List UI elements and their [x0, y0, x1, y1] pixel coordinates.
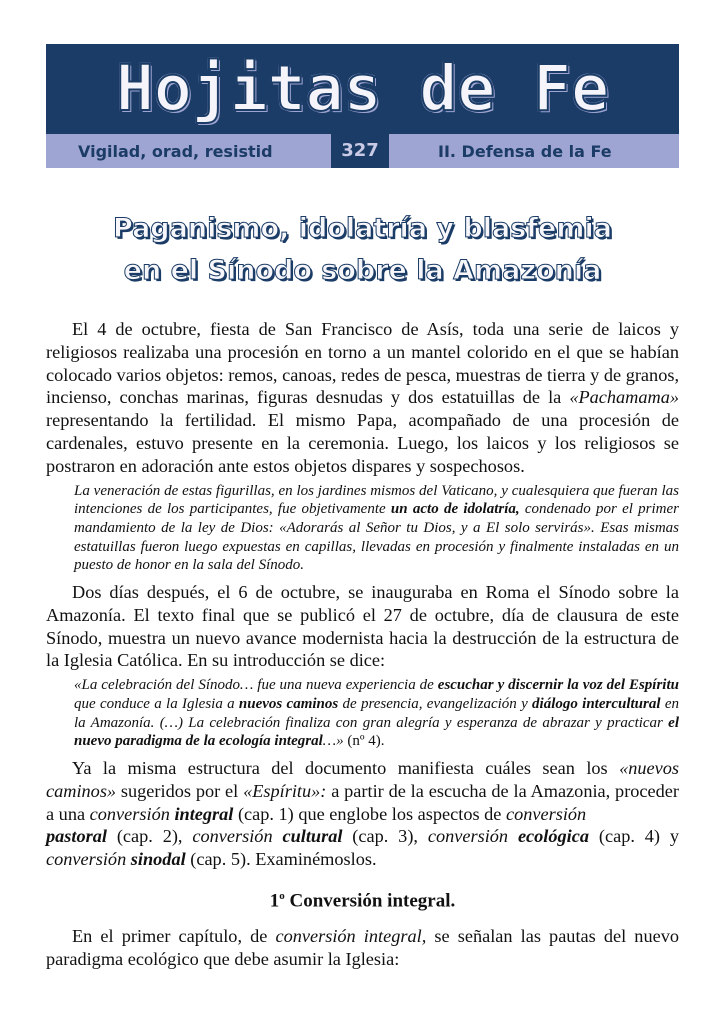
text: (cap. 4) y	[589, 826, 680, 847]
text: En el primer capítulo, de	[72, 926, 276, 947]
section-title: Conversión integral.	[284, 890, 456, 912]
article-body	[46, 318, 679, 975]
paragraph-2: Dos días después, el 6 de octubre, se inauguraba en Roma el Sínodo sobre la Amazonía. El texto final que se publicó el 27 de octubre, día de clausura de este Sínodo, muestra un nuevo avance modernista hacia la destrucción de la estructura de la Iglesia Católica. En su introducción se dice:	[46, 582, 679, 671]
text-italic: conversión	[427, 826, 509, 847]
text-bold: un acto de idolatría,	[390, 501, 520, 518]
text-bold-italic: pastoral	[46, 826, 107, 847]
motto: Vigilad, orad, resistid	[78, 142, 273, 161]
text-bold-italic: ecológica	[517, 826, 590, 847]
paragraph-1	[46, 318, 679, 478]
text-italic: «Pachamama»	[569, 387, 679, 408]
paragraph-4	[46, 925, 679, 971]
text-bold: escuchar y discernir la voz del Espíritu	[437, 677, 679, 694]
text: (cap. 5). Examinémoslos.	[185, 849, 377, 870]
masthead-bar	[46, 134, 679, 168]
text-italic: conversión	[46, 849, 127, 870]
text: Ya la misma estructura del documento manifiesta cuáles sean los	[72, 758, 620, 779]
text: …»	[322, 733, 344, 750]
article-title-line-1: Paganismo, idolatría y blasfemia	[113, 213, 612, 244]
issue-number: 327	[331, 134, 389, 168]
article-title	[46, 208, 679, 292]
text: que conduce a la Iglesia a	[74, 695, 239, 712]
text: La veneración de estas figurillas, en los jardines mismos del Vaticano, y cualesquiera que fueran las intenciones de los participantes, fue objetivamente	[74, 482, 679, 518]
text-bold: diálogo intercultural	[532, 695, 661, 712]
quote-reference: (nº 4).	[343, 733, 385, 750]
section-label: II. Defensa de la Fe	[438, 142, 612, 161]
text-bold-italic: integral	[174, 803, 234, 824]
section-heading-1	[46, 885, 679, 913]
text: (cap. 2),	[106, 826, 193, 847]
text-italic: conversión	[505, 803, 587, 824]
text: de presencia, evangelización y	[338, 695, 533, 712]
text: (cap. 1) que englobe los aspectos de	[233, 803, 506, 824]
text: en la Amazonía. (…) La celebración finaliza con gran alegría y esperanza de abrazar y practicar	[74, 695, 679, 731]
text-italic: «Espíritu»:	[243, 780, 327, 801]
section-number: 1	[269, 890, 280, 912]
text-bold: el nuevo paradigma de la ecología integral	[74, 714, 679, 750]
text-italic: conversión integral,	[275, 926, 427, 947]
text: condenado por el primer mandamiento de la ley de Dios: «Adorarás al Señor tu Dios, y a El solo servirás». Esas mismas estatuillas fueron luego expuestas en capillas, llevadas en procesión y finalmente instaladas en un puesto de honor en la sala del Sínodo.	[74, 501, 679, 574]
publication-title: Hojitas de Fe	[115, 52, 610, 125]
quote-1	[74, 482, 679, 576]
masthead	[46, 44, 679, 168]
text: representando la fertilidad. El mismo Papa, acompañado de una procesión de cardenales, estuvo presente en la ceremonia. Luego, los laicos y los religiosos se postraron en adoración ante estos objetos dispares y sospechosos.	[46, 410, 679, 476]
text: «La celebración del Sínodo… fue una nueva experiencia de	[74, 677, 438, 694]
quote-2	[74, 676, 679, 751]
paragraph-3	[46, 757, 679, 871]
text-bold-italic: sinodal	[130, 849, 186, 870]
text-italic: conversión	[192, 826, 273, 847]
article-title-line-2: en el Sínodo sobre la Amazonía	[123, 255, 602, 286]
section-ordinal: o	[279, 890, 285, 903]
text-bold: nuevos caminos	[238, 695, 339, 712]
text-italic: conversión	[89, 803, 170, 824]
text: se señalan las pautas del nuevo paradigma ecológico que debe asumir la Iglesia:	[46, 926, 679, 969]
text: sugeridos por el	[116, 780, 244, 801]
text-bold-italic: cultural	[282, 826, 343, 847]
masthead-banner	[46, 44, 679, 134]
text: El 4 de octubre, fiesta de San Francisco de Asís, toda una serie de laicos y religiosos realizaba una procesión en torno a un mantel colorido en el que se habían colocado varios objetos: remos, canoas, redes de pesca, muestras de tierra y de granos, incienso, conchas marinas, figuras desnudas y dos estatuillas de la	[46, 319, 680, 408]
text: a partir de la escucha de la Amazonia, proceder a una	[46, 780, 679, 824]
text: (cap. 3),	[342, 826, 428, 847]
text-italic: «nuevos caminos»	[46, 758, 679, 801]
